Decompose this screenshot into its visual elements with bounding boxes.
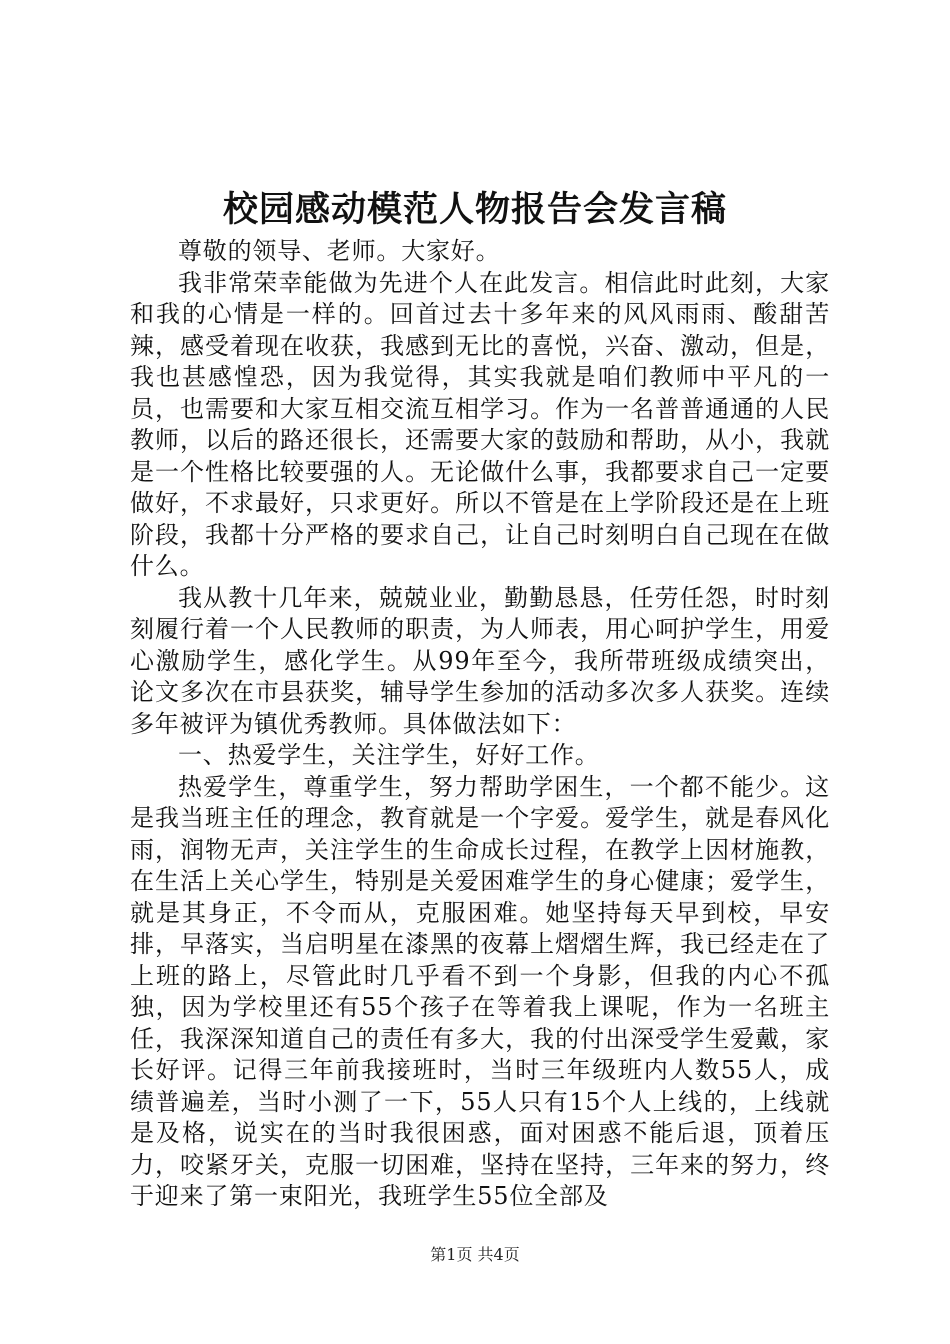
body-paragraph: 热爱学生，尊重学生，努力帮助学困生，一个都不能少。这是我当班主任的理念，教育就是一个字爱。爱学生，就是春风化雨，润物无声，关注学生的生命成长过程，在教学上因材施教，在生活上关心学生，特别是关爱困难学生的身心健康；爱学生，就是其身正，不令而从，克服困难。她坚持每天早到校，早安排，早落实，当启明星在漆黑的夜幕上熠熠生辉，我已经走在了上班的路上，尽管此时几乎看不到一个身影，但我的内心不孤独，因为学校里还有55个孩子在等着我上课呢，作为一名班主任，我深深知道自己的责任有多大，我的付出深受学生爱戴，家长好评。记得三年前我接班时，当时三年级班内人数55人，成绩普遍差，当时小测了一下，55人只有15个人上线的，上线就是及格，说实在的当时我很困惑，面对困惑不能后退，顶着压力，咬紧牙关，克服一切困难，坚持在坚持，三年来的努力，终于迎来了第一束阳光，我班学生55位全部及: [130, 772, 830, 1210]
document-body: [130, 236, 830, 1213]
salutation-paragraph: 尊敬的领导、老师。大家好。: [178, 237, 501, 265]
body-paragraph: 我从教十几年来，兢兢业业，勤勤恳恳，任劳任怨，时时刻刻履行着一个人民教师的职责，为人师表，用心呵护学生，用爱心激励学生，感化学生。从99年至今，我所带班级成绩突出，论文多次在市县获奖，辅导学生参加的活动多次多人获奖。连续多年被评为镇优秀教师。具体做法如下：: [130, 583, 830, 738]
document-title: 校园感动模范人物报告会发言稿: [222, 189, 727, 230]
section-heading: 一、热爱学生，关注学生，好好工作。: [178, 741, 600, 769]
page-footer: 第1页 共4页: [430, 1245, 520, 1264]
body-paragraph: 我非常荣幸能做为先进个人在此发言。相信此时此刻，大家和我的心情是一样的。回首过去十多年来的风风雨雨、酸甜苦辣，感受着现在收获，我感到无比的喜悦，兴奋、激动，但是，我也甚感惶恐，因为我觉得，其实我就是咱们教师中平凡的一员，也需要和大家互相交流互相学习。作为一名普普通通的人民教师，以后的路还很长，还需要大家的鼓励和帮助，从小，我就是一个性格比较要强的人。无论做什么事，我都要求自己一定要做好，不求最好，只求更好。所以不管是在上学阶段还是在上班阶段，我都十分严格的要求自己，让自己时刻明白自己现在在做什么。: [130, 268, 830, 580]
